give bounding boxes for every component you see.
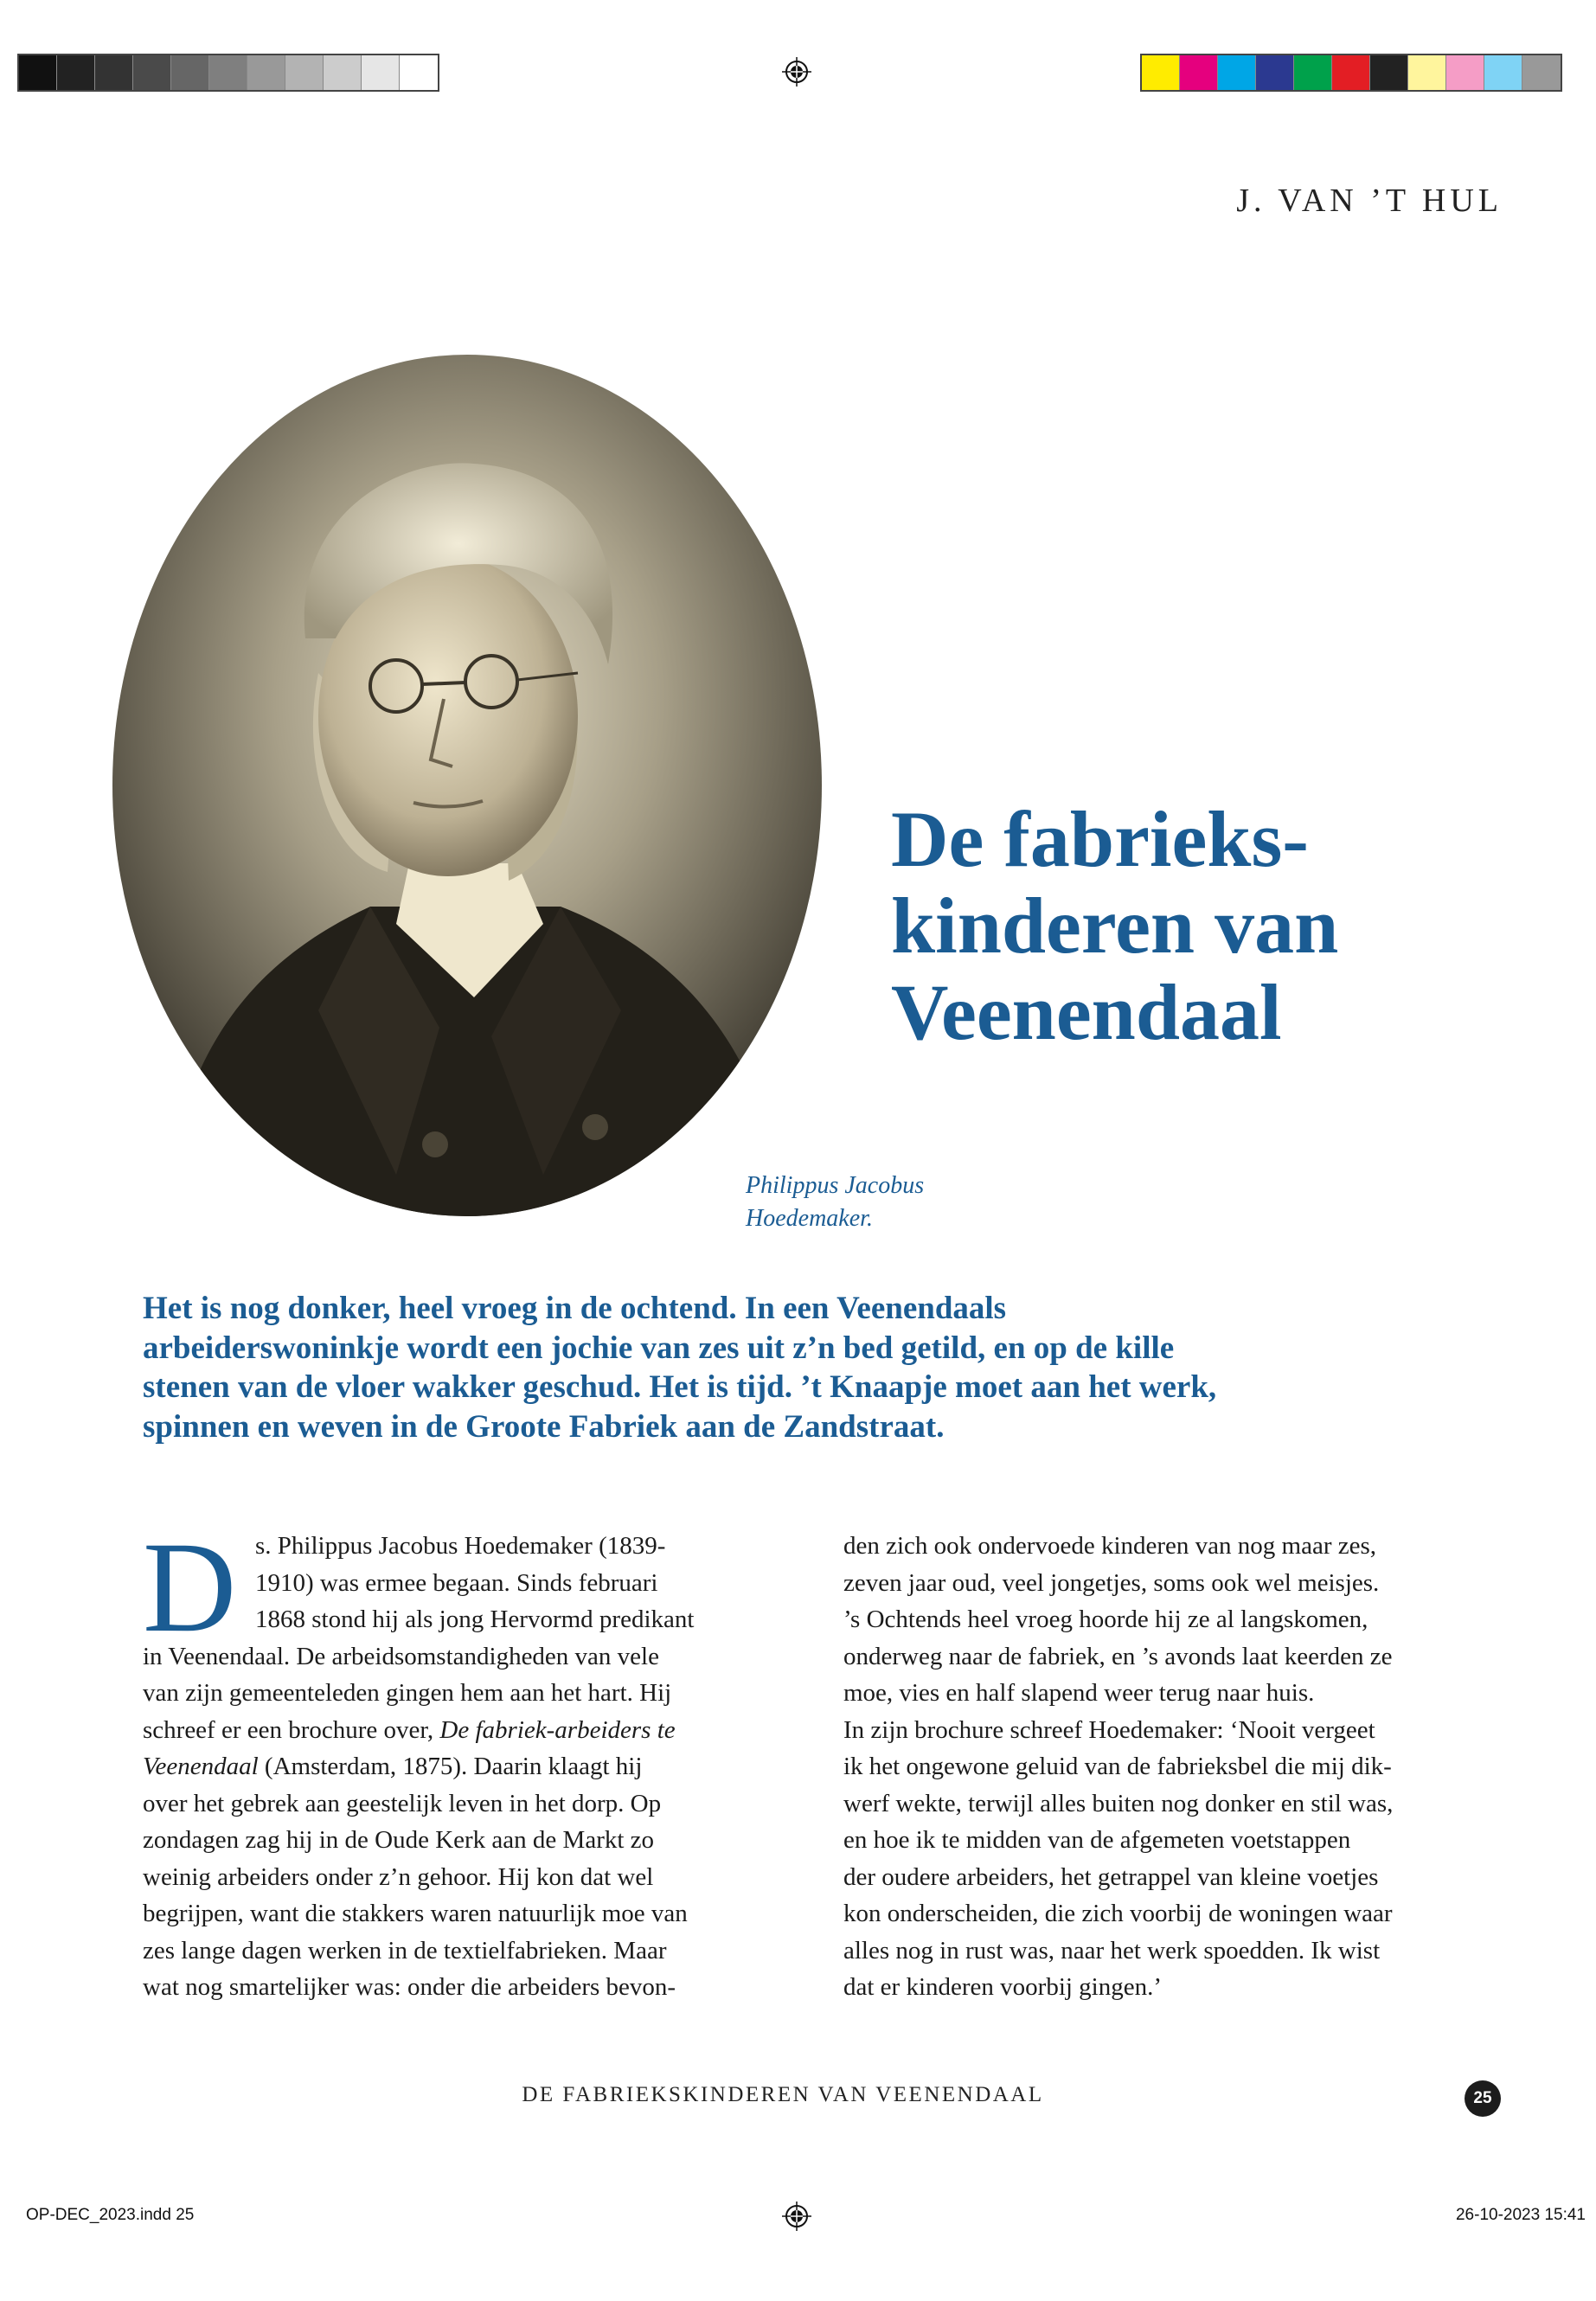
color-swatch [57, 55, 95, 90]
body-line: dat er kinderen voorbij gingen.’ [843, 1973, 1163, 2001]
title-line: Veenendaal [891, 968, 1282, 1056]
color-swatch [19, 55, 57, 90]
body-line: der oudere arbeiders, het getrappel van kleine voetjes [843, 1862, 1379, 1891]
article-title [891, 796, 1514, 1055]
body-line: onderweg naar de fabriek, en ’s avonds laat keerden ze [843, 1642, 1393, 1670]
body-line [143, 1712, 783, 1749]
body-text: schreef er een brochure over, [143, 1715, 434, 1744]
page-number: 25 [1465, 2080, 1501, 2117]
color-swatch [1218, 55, 1256, 90]
registration-mark-icon [782, 57, 811, 87]
slug-datetime: 26-10-2023 15:41 [1455, 2206, 1586, 2224]
body-line: den zich ook ondervoede kinderen van nog maar zes, [843, 1532, 1377, 1560]
caption-line: Philippus Jacobus [746, 1172, 925, 1199]
author-name: J. VAN ’T HUL [1236, 183, 1503, 219]
color-swatch [285, 55, 324, 90]
body-line: weinig arbeiders onder z’n gehoor. Hij kon dat wel [143, 1862, 654, 1891]
color-swatch [247, 55, 285, 90]
body-line: kon onderscheiden, die zich voorbij de woningen waar [843, 1900, 1393, 1927]
color-swatch [209, 55, 247, 90]
body-line: van zijn gemeenteleden gingen hem aan het hart. Hij [143, 1679, 672, 1707]
color-swatch [1446, 55, 1484, 90]
color-swatch [133, 55, 171, 90]
lead-line: stenen van de vloer wakker geschud. Het is tijd. ’t Knaapje moet aan het werk, [143, 1369, 1217, 1405]
color-swatch [362, 55, 400, 90]
color-swatch [1294, 55, 1332, 90]
body-line: over het gebrek aan geestelijk leven in het dorp. Op [143, 1789, 662, 1817]
body-line: en hoe ik te midden van de afgemeten voetstappen [843, 1826, 1351, 1854]
portrait-caption [746, 1170, 971, 1235]
color-swatch [1256, 55, 1294, 90]
body-line: zes lange dagen werken in de textielfabrieken. Maar [143, 1936, 667, 1965]
color-swatch [1142, 55, 1180, 90]
body-column-left [143, 1516, 783, 2006]
body-column-right [843, 1528, 1488, 2006]
title-line: De fabrieks- [891, 795, 1309, 883]
body-line: wat nog smartelijker was: onder die arbeiders bevon- [143, 1973, 676, 2001]
color-swatch [95, 55, 133, 90]
portrait-image [111, 353, 824, 1218]
lead-line: arbeiderswoninkje wordt een jochie van zes uit z’n bed getild, en op de kille [143, 1330, 1175, 1366]
color-swatch [1180, 55, 1218, 90]
body-line: begrijpen, want die stakkers waren natuurlijk moe van [143, 1900, 688, 1927]
body-line: ’s Ochtends heel vroeg hoorde hij ze al langskomen, [843, 1606, 1368, 1633]
body-line: alles nog in rust was, naar het werk spoedden. Ik wist [843, 1936, 1381, 1965]
registration-mark-icon [782, 2202, 811, 2231]
color-swatch [400, 55, 438, 90]
color-swatch [1370, 55, 1408, 90]
body-line [143, 1748, 783, 1785]
body-line: 1910) was ermee begaan. Sinds februari [255, 1568, 658, 1597]
body-text: (Amsterdam, 1875). Daarin klaagt hij [264, 1753, 643, 1780]
color-swatch [171, 55, 209, 90]
title-line: kinderen van [891, 881, 1339, 970]
slug-filename: OP-DEC_2023.indd 25 [26, 2206, 195, 2224]
body-line: zondagen zag hij in de Oude Kerk aan de Markt zo [143, 1826, 655, 1854]
caption-line: Hoedemaker. [746, 1205, 873, 1232]
lead-line: Het is nog donker, heel vroeg in de ochtend. In een Veenendaals [143, 1291, 1007, 1326]
lead-paragraph [143, 1289, 1497, 1446]
gray-scale-bar [17, 54, 439, 92]
body-line: in Veenendaal. De arbeidsomstandigheden van vele [143, 1642, 659, 1670]
lead-line: spinnen en weven in de Groote Fabriek aan de Zandstraat. [143, 1408, 945, 1445]
body-line: werf wekte, terwijl alles buiten nog donker en stil was, [843, 1789, 1394, 1817]
body-line: zeven jaar oud, veel jongetjes, soms ook wel meisjes. [843, 1568, 1380, 1597]
running-footer: DE FABRIEKSKINDEREN VAN VEENENDAAL [522, 2083, 1044, 2106]
color-swatch [1522, 55, 1561, 90]
body-line: moe, vies en half slapend weer terug naar huis. [843, 1679, 1315, 1707]
color-bar [1140, 54, 1562, 92]
color-swatch [1408, 55, 1446, 90]
body-line: In zijn brochure schreef Hoedemaker: ‘Nooit vergeet [843, 1715, 1375, 1744]
color-swatch [1484, 55, 1522, 90]
body-line: ik het ongewone geluid van de fabrieksbel die mij dik- [843, 1753, 1392, 1780]
body-line: s. Philippus Jacobus Hoedemaker (1839- [255, 1532, 666, 1560]
drop-cap: D [143, 1516, 237, 1659]
body-line: 1868 stond hij als jong Hervormd predikant [255, 1606, 695, 1633]
color-swatch [324, 55, 362, 90]
book-title: De fabriek-arbeiders te [439, 1715, 676, 1744]
book-title: Veenendaal [143, 1753, 259, 1780]
color-swatch [1332, 55, 1370, 90]
